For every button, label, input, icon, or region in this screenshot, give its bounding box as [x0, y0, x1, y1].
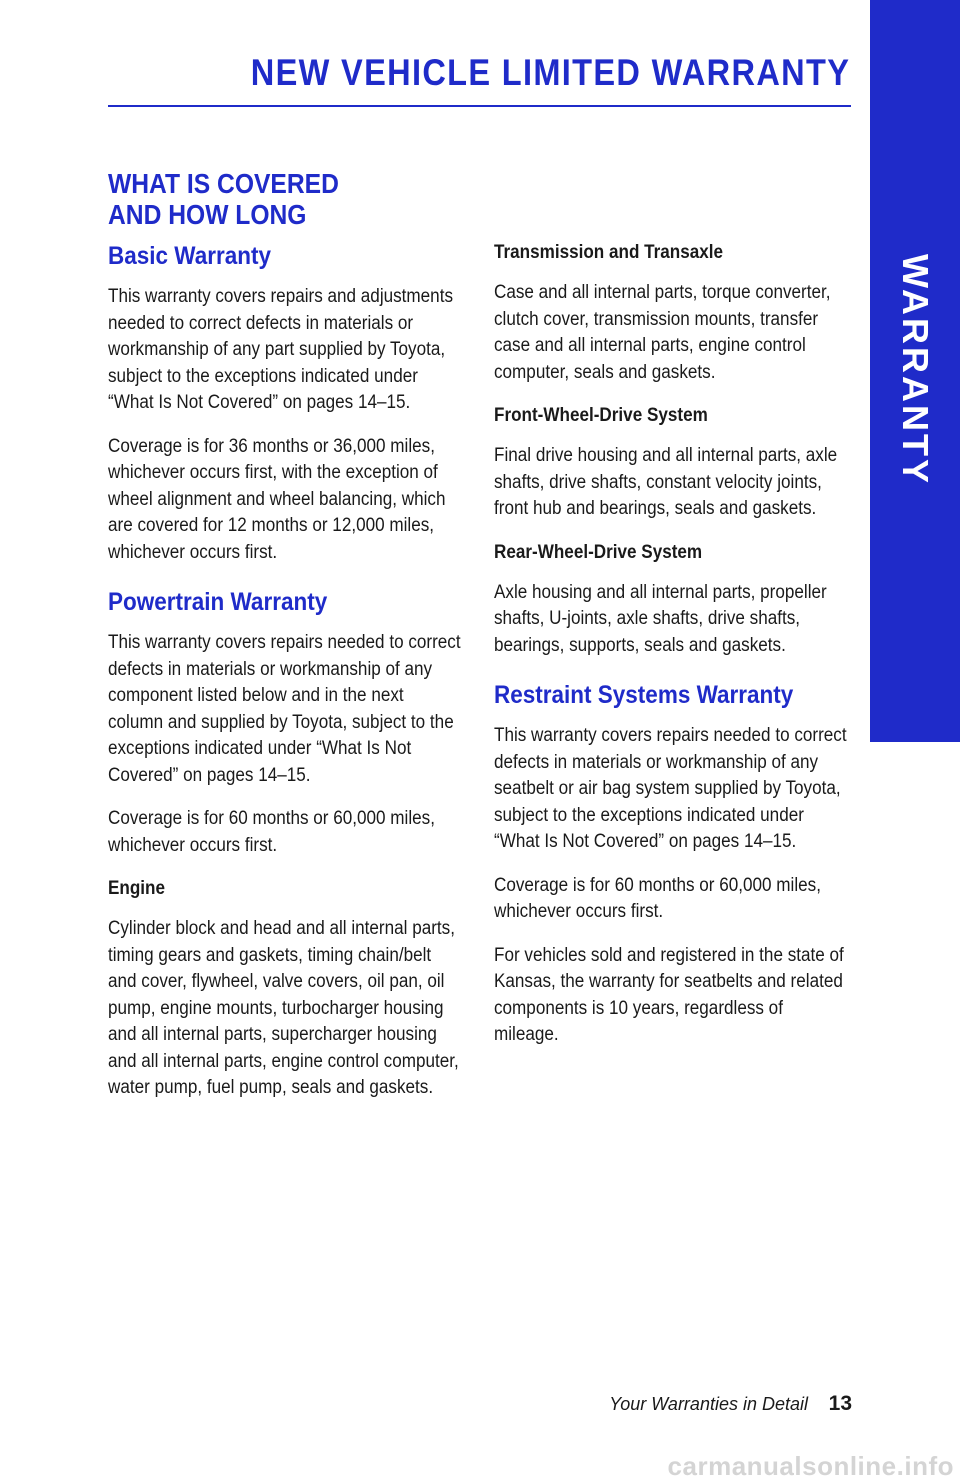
engine-title: Engine [108, 878, 166, 899]
basic-warranty-coverage: Coverage is for 36 months or 36,000 miles, whichever occurs first, with the exception of wheel alignment and wheel balancing, which are covered for 12 months or 12,000 miles, whichever occurs first. [108, 435, 446, 563]
rwd-text: Axle housing and all internal parts, propeller shafts, U-joints, axle shafts, drive shafts, bearings, supports, seals and gaskets. [494, 581, 827, 656]
rwd-title: Rear-Wheel-Drive System [494, 541, 703, 563]
transmission-text: Case and all internal parts, torque converter, clutch cover, transmission mounts, transfer case and all internal parts, engine control computer, seals and gaskets. [494, 282, 831, 383]
watermark-text: carmanualsonline.info [667, 1451, 954, 1481]
header-divider [108, 105, 851, 107]
section-heading-line-1: WHAT IS COVERED [108, 168, 339, 199]
footer-section-label: Your Warranties in Detail [609, 1394, 808, 1414]
left-column [108, 240, 463, 1119]
basic-warranty-text: This warranty covers repairs and adjustments needed to correct defects in materials or workmanship of any part supplied by Toyota, subject to the exceptions indicated under “What Is Not Covered” on pages 14–15. [108, 286, 453, 413]
side-tab-label: WARRANTY [895, 254, 936, 486]
restraint-warranty-kansas: For vehicles sold and registered in the state of Kansas, the warranty for seatbelts and related components is 10 years, regardless of mileage. [494, 944, 844, 1045]
section-heading-line-2: AND HOW LONG [108, 199, 307, 230]
section-heading [108, 168, 339, 230]
transmission-title: Transmission and Transaxle [494, 242, 724, 263]
engine-text: Cylinder block and head and all internal parts, timing gears and gaskets, timing chain/belt and cover, flywheel, valve covers, oil pan, oil pump, engine mounts, turbocharger housing and all internal parts, supercharger housing and all internal parts, engine control computer, water pump, fuel pump, seals and gaskets. [108, 918, 459, 1098]
restraint-warranty-title: Restraint Systems Warranty [494, 681, 794, 709]
powertrain-warranty-coverage: Coverage is for 60 months or 60,000 miles, whichever occurs first. [108, 808, 435, 856]
page-number: 13 [828, 1392, 852, 1415]
fwd-title: Front-Wheel-Drive System [494, 405, 708, 426]
basic-warranty-title: Basic Warranty [108, 242, 271, 270]
powertrain-warranty-title: Powertrain Warranty [108, 588, 328, 616]
page-header-title: NEW VEHICLE LIMITED WARRANTY [250, 52, 850, 93]
fwd-text: Final drive housing and all internal parts, axle shafts, drive shafts, constant velocity joints, front hub and bearings, seals and gaskets. [494, 445, 838, 519]
right-column [494, 240, 849, 1066]
powertrain-warranty-text: This warranty covers repairs needed to correct defects in materials or workmanship of any component listed below and in the next column and supplied by Toyota, subject to the exceptions indicated under “What Is Not Covered” on pages 14–15. [108, 632, 461, 786]
restraint-warranty-coverage: Coverage is for 60 months or 60,000 miles, whichever occurs first. [494, 874, 821, 922]
restraint-warranty-text: This warranty covers repairs needed to correct defects in materials or workmanship of any seatbelt or air bag system supplied by Toyota, subject to the exceptions indicated under “What Is Not Covered” on pages 14–15. [494, 725, 847, 852]
